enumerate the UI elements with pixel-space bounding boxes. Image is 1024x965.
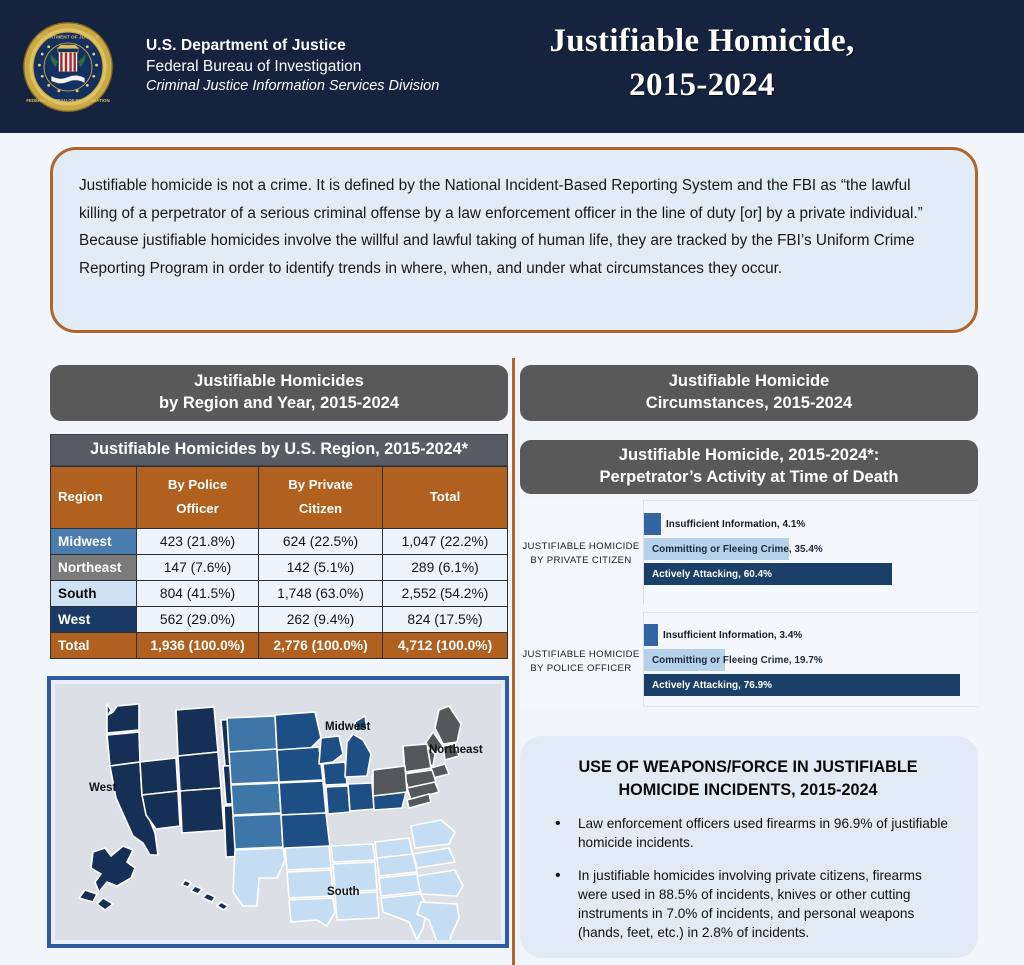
list-item: • In justifiable homicides involving private citizens, firearms were used in 88.5% of incidents, knives or other cutting instruments in 7.0% of incidents, and personal weapons (hands, feet, etc.) in 2.8% of incidents. [544,866,952,943]
table-row [51,528,508,554]
cell-total-police: 1,936 (100.0%) [137,632,259,658]
perpetrator-activity-chart [520,500,978,707]
cat-private-citizen-l1: JUSTIFIABLE HOMICIDE [522,541,640,552]
cell-total-citizen: 2,776 (100.0%) [259,632,383,658]
agency-line-3: Criminal Justice Information Services Division [146,78,440,95]
fbi-seal-icon [22,21,114,113]
row-label-west: West [51,606,137,632]
cell-northeast-citizen: 142 (5.1%) [259,554,383,580]
weapons-title-line-1: USE OF WEAPONS/FORCE IN JUSTIFIABLE [578,758,918,776]
intro-callout [50,147,978,333]
fbi-seal-svg [22,21,114,113]
col-header-region: Region [51,467,137,529]
col-header-citizen-l2: Citizen [298,501,343,517]
map-label-midwest: Midwest [325,721,371,733]
table-row [51,554,508,580]
cell-midwest-police: 423 (21.8%) [137,528,259,554]
right-pill-line-2: Circumstances, 2015-2024 [645,394,853,412]
left-pill-line-2: by Region and Year, 2015-2024 [159,394,399,412]
cat-police-officer-l1: JUSTIFIABLE HOMICIDE [522,649,640,660]
table-row [51,606,508,632]
weapons-title-line-2: HOMICIDE INCIDENTS, 2015-2024 [618,781,878,799]
bar-label-police-attacking: Actively Attacking, 76.9% [652,679,772,691]
map-label-northeast: Northeast [429,744,483,756]
right-pill-line-1: Justifiable Homicide [668,372,830,391]
cell-west-total: 824 (17.5%) [383,606,508,632]
bar-police-committing-fleeing-crime [644,649,823,671]
section-header-region-year [50,365,508,421]
chart-pill-line-2: Perpetrator’s Activity at Time of Death [599,468,899,486]
bar-label-citizen-committing: Committing or Fleeing Crime, 35.4% [652,543,823,555]
row-label-total: Total [51,632,137,658]
weapons-bullet-list [544,814,952,943]
table-header-row [51,467,508,529]
chart-group-police-officer [520,612,978,707]
agency-line-1: U.S. Department of Justice [146,37,346,55]
weapons-force-callout [520,736,978,958]
us-region-map [47,676,509,948]
col-header-private-citizen [259,467,383,529]
table-row [51,580,508,606]
region-table [50,466,508,659]
map-label-south: South [327,886,360,898]
bar-citizen-actively-attacking [644,563,892,585]
cell-midwest-citizen: 624 (22.5%) [259,528,383,554]
cell-midwest-total: 1,047 (22.2%) [383,528,508,554]
chart-category-label-private-citizen [520,540,642,568]
agency-line-2: Federal Bureau of Investigation [146,57,362,75]
cat-private-citizen-l2: BY PRIVATE CITIZEN [530,554,632,566]
page-title-line-2: 2015-2024 [629,66,775,103]
chart-group-private-citizen [520,500,978,604]
map-region-northeast [373,706,461,808]
bar-label-police-insufficient: Insufficient Information, 3.4% [663,629,803,641]
bar-label-citizen-attacking: Actively Attacking, 60.4% [652,568,772,580]
col-header-police-l2: Officer [176,501,219,517]
region-table-title: Justifiable Homicides by U.S. Region, 2015-2024* [50,434,508,466]
row-label-northeast: Northeast [51,554,137,580]
bar-label-police-committing: Committing or Fleeing Crime, 19.7% [652,654,823,666]
col-header-police-l1: By Police [167,477,228,492]
svg-text:DEPARTMENT OF JUSTICE: DEPARTMENT OF JUSTICE [36,34,100,40]
bar-label-citizen-insufficient: Insufficient Information, 4.1% [666,518,806,530]
svg-text:FEDERAL BUREAU OF INVESTIGATIO: FEDERAL BUREAU OF INVESTIGATION [26,97,110,103]
col-header-police-officer [137,467,259,529]
cell-northeast-police: 147 (7.6%) [137,554,259,580]
cell-northeast-total: 289 (6.1%) [383,554,508,580]
page-title [422,20,982,107]
intro-text: Justifiable homicide is not a crime. It is defined by the National Incident-Based Reporting System and the FBI as “the lawful killing of a perpetrator of a serious criminal offense by a law enforcement officer in the line of duty [or] by a private individual.” Because justifiable homicides involve the willful and lawful taking of human life, they are tracked by the FBI’s Uniform Crime Reporting Program in order to identify trends in where, when, and under what circumstances they occur. [79,177,923,277]
weapons-title [544,756,952,802]
cat-police-officer-l2: BY POLICE OFFICER [530,662,632,674]
row-label-south: South [51,580,137,606]
cell-west-police: 562 (29.0%) [137,606,259,632]
chart-pill-line-1: Justifiable Homicide, 2015-2024*: [618,446,880,465]
cell-total-total: 4,712 (100.0%) [383,632,508,658]
region-table-wrapper [50,434,508,659]
agency-block [146,36,439,96]
column-divider [512,358,515,965]
cell-south-police: 804 (41.5%) [137,580,259,606]
bar-police-actively-attacking [644,674,960,696]
bar-citizen-insufficient-information [644,513,806,535]
cell-west-citizen: 262 (9.4%) [259,606,383,632]
page-title-line-1: Justifiable Homicide, [549,23,855,59]
map-region-midwest-plains [227,716,283,849]
section-header-circumstances [520,365,978,421]
map-canvas [55,684,501,940]
page-header [0,0,1024,133]
chart-title-banner [520,440,978,494]
bar-citizen-committing-fleeing-crime [644,538,823,560]
map-label-west: West [89,782,117,794]
left-pill-line-1: Justifiable Homicides [194,372,364,391]
cell-south-total: 2,552 (54.2%) [383,580,508,606]
us-map-svg [55,684,501,940]
chart-category-label-police-officer [520,648,642,676]
row-label-midwest: Midwest [51,528,137,554]
col-header-citizen-l1: By Private [288,477,353,492]
cell-south-citizen: 1,748 (63.0%) [259,580,383,606]
list-item: • Law enforcement officers used firearms in 96.9% of justifiable homicide incidents. [544,814,952,853]
bar-police-insufficient-information [644,624,803,646]
table-total-row [51,632,508,658]
col-header-total: Total [383,467,508,529]
